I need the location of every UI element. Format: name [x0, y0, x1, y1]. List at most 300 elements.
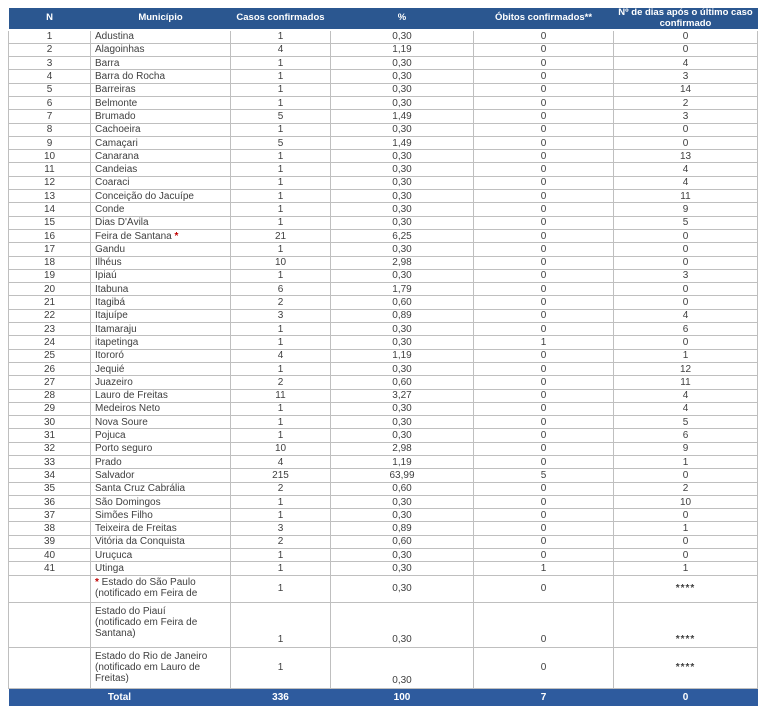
cell-pct: 0,60: [331, 376, 474, 389]
table-row: [9, 336, 758, 349]
cell-pct: 0,60: [331, 535, 474, 548]
table-row: [9, 549, 758, 562]
total-label: Total: [9, 688, 231, 706]
table-row: [9, 269, 758, 282]
state-notification-row: [9, 575, 758, 602]
cell-pct: 0,30: [331, 243, 474, 256]
cell-obitos: 5: [474, 469, 614, 482]
cell-pct: 6,25: [331, 229, 474, 242]
cell-casos: 1: [231, 323, 331, 336]
municipio-line: Santana): [95, 627, 136, 639]
total-row: [9, 688, 758, 706]
municipio-line: (notificado em Lauro de: [95, 662, 201, 674]
cell-obitos: 0: [474, 522, 614, 535]
cell-dias: 0: [614, 469, 758, 482]
cell-obitos: 1: [474, 562, 614, 575]
cell-obitos: 0: [474, 362, 614, 375]
cell-municipio: Pojuca: [91, 429, 231, 442]
cell-n: 21: [9, 296, 91, 309]
table-row: [9, 376, 758, 389]
cell-pct: 1,19: [331, 456, 474, 469]
table-row: [9, 349, 758, 362]
cell-municipio: [91, 647, 231, 688]
cell-obitos: 0: [474, 495, 614, 508]
cell-dias: 3: [614, 269, 758, 282]
cell-municipio: Belmonte: [91, 96, 231, 109]
cell-casos: 21: [231, 229, 331, 242]
cell-municipio: Gandu: [91, 243, 231, 256]
table-row: [9, 283, 758, 296]
table-row: [9, 163, 758, 176]
cell-casos: 1: [231, 269, 331, 282]
cell-obitos: 0: [474, 602, 614, 647]
cell-n: 13: [9, 190, 91, 203]
cell-casos: 4: [231, 349, 331, 362]
municipio-line: * Estado do São Paulo: [95, 576, 196, 588]
table-row: [9, 216, 758, 229]
cell-n: 16: [9, 229, 91, 242]
cell-pct: 0,30: [331, 575, 474, 602]
cell-municipio: Itororó: [91, 349, 231, 362]
cell-obitos: 0: [474, 57, 614, 70]
table-row: [9, 402, 758, 415]
cell-casos: 1: [231, 549, 331, 562]
cell-obitos: 0: [474, 309, 614, 322]
cell-dias: 1: [614, 562, 758, 575]
cell-casos: 1: [231, 402, 331, 415]
cell-pct: 2,98: [331, 256, 474, 269]
cell-pct: 0,30: [331, 216, 474, 229]
cell-obitos: 0: [474, 549, 614, 562]
cell-pct: 0,30: [331, 549, 474, 562]
cell-casos: 1: [231, 57, 331, 70]
cell-n: 26: [9, 362, 91, 375]
cell-municipio: Itagibá: [91, 296, 231, 309]
cell-dias: 6: [614, 323, 758, 336]
table-row: [9, 562, 758, 575]
table-row: [9, 456, 758, 469]
cell-pct: 0,30: [331, 336, 474, 349]
cell-obitos: 0: [474, 203, 614, 216]
cell-municipio: Itamaraju: [91, 323, 231, 336]
cell-casos: 1: [231, 83, 331, 96]
cell-n: 15: [9, 216, 91, 229]
cell-n: 5: [9, 83, 91, 96]
cell-dias: 0: [614, 256, 758, 269]
cell-obitos: 0: [474, 402, 614, 415]
cell-n: 28: [9, 389, 91, 402]
cell-municipio: Uruçuca: [91, 549, 231, 562]
cell-casos: 10: [231, 256, 331, 269]
cell-obitos: 0: [474, 256, 614, 269]
cell-casos: 2: [231, 535, 331, 548]
cell-pct: 0,89: [331, 309, 474, 322]
cell-n: 3: [9, 57, 91, 70]
cell-casos: 1: [231, 243, 331, 256]
cell-obitos: 0: [474, 389, 614, 402]
cell-obitos: 0: [474, 456, 614, 469]
table-row: [9, 136, 758, 149]
cell-municipio: Lauro de Freitas: [91, 389, 231, 402]
municipio-line: Freitas): [95, 673, 129, 685]
cell-municipio: Ipiaú: [91, 269, 231, 282]
cell-n: 12: [9, 176, 91, 189]
cell-n: 14: [9, 203, 91, 216]
cell-casos: 1: [231, 429, 331, 442]
cell-obitos: 1: [474, 336, 614, 349]
table-row: [9, 323, 758, 336]
cell-obitos: 0: [474, 30, 614, 43]
table-row: [9, 57, 758, 70]
cell-dias: 4: [614, 163, 758, 176]
cell-pct: 0,30: [331, 562, 474, 575]
cell-n: 37: [9, 509, 91, 522]
col-header-municipio: Município: [91, 8, 231, 30]
cell-casos: 5: [231, 110, 331, 123]
table-row: [9, 469, 758, 482]
municipio-line: Estado do Rio de Janeiro: [95, 651, 208, 663]
cell-n: 29: [9, 402, 91, 415]
cell-obitos: 0: [474, 429, 614, 442]
cell-n: 7: [9, 110, 91, 123]
cell-pct: 0,30: [331, 362, 474, 375]
table-row: [9, 43, 758, 56]
cell-obitos: 0: [474, 163, 614, 176]
cell-pct: 0,30: [331, 647, 474, 688]
cell-municipio: Brumado: [91, 110, 231, 123]
cell-obitos: 0: [474, 283, 614, 296]
cell-municipio: Itabuna: [91, 283, 231, 296]
cell-municipio: Medeiros Neto: [91, 402, 231, 415]
cell-pct: 0,30: [331, 495, 474, 508]
cell-obitos: 0: [474, 647, 614, 688]
cell-municipio: Barra: [91, 57, 231, 70]
cell-casos: 11: [231, 389, 331, 402]
cell-pct: 0,30: [331, 323, 474, 336]
cell-dias: 0: [614, 243, 758, 256]
cell-casos: 1: [231, 336, 331, 349]
cell-obitos: 0: [474, 349, 614, 362]
total-dias: 0: [614, 688, 758, 706]
table-header: [9, 8, 758, 30]
cell-municipio: Prado: [91, 456, 231, 469]
cell-municipio: Feira de Santana *: [91, 229, 231, 242]
cell-dias: 1: [614, 522, 758, 535]
cell-dias: 0: [614, 296, 758, 309]
total-obitos: 7: [474, 688, 614, 706]
cell-pct: 0,30: [331, 83, 474, 96]
cell-municipio: Simões Filho: [91, 509, 231, 522]
cell-n: 1: [9, 30, 91, 43]
table-row: [9, 522, 758, 535]
cell-municipio: Teixeira de Freitas: [91, 522, 231, 535]
cell-n: 34: [9, 469, 91, 482]
cell-casos: 1: [231, 216, 331, 229]
cell-municipio: Candeias: [91, 163, 231, 176]
cell-casos: 3: [231, 309, 331, 322]
cell-dias: 0: [614, 123, 758, 136]
cell-dias: 5: [614, 216, 758, 229]
cell-dias: 0: [614, 30, 758, 43]
cell-obitos: 0: [474, 296, 614, 309]
cell-casos: 10: [231, 442, 331, 455]
cell-obitos: 0: [474, 216, 614, 229]
cell-municipio: Cachoeira: [91, 123, 231, 136]
cell-obitos: 0: [474, 136, 614, 149]
cell-pct: 0,30: [331, 429, 474, 442]
cell-municipio: Camaçari: [91, 136, 231, 149]
cell-pct: 0,30: [331, 163, 474, 176]
table-row: [9, 203, 758, 216]
cell-municipio: Itajuípe: [91, 309, 231, 322]
cell-obitos: 0: [474, 376, 614, 389]
cell-n: 6: [9, 96, 91, 109]
table-row: [9, 229, 758, 242]
table-row: [9, 190, 758, 203]
cell-n: 36: [9, 495, 91, 508]
cell-dias: 1: [614, 349, 758, 362]
cell-dias: ****: [614, 575, 758, 602]
cell-casos: 2: [231, 376, 331, 389]
cell-n: 20: [9, 283, 91, 296]
cell-dias: ****: [614, 602, 758, 647]
cell-casos: 1: [231, 509, 331, 522]
cell-obitos: 0: [474, 110, 614, 123]
cell-municipio: Salvador: [91, 469, 231, 482]
cell-dias: 2: [614, 482, 758, 495]
table-row: [9, 442, 758, 455]
cell-dias: 9: [614, 442, 758, 455]
cell-n: 18: [9, 256, 91, 269]
cell-dias: 0: [614, 535, 758, 548]
cell-pct: 0,30: [331, 96, 474, 109]
table-row: [9, 389, 758, 402]
col-header-percent: %: [331, 8, 474, 30]
cell-municipio: Ilhéus: [91, 256, 231, 269]
cell-n: 25: [9, 349, 91, 362]
cell-casos: 1: [231, 96, 331, 109]
cell-pct: 1,19: [331, 349, 474, 362]
cell-n: 19: [9, 269, 91, 282]
cell-obitos: 0: [474, 70, 614, 83]
table-row: [9, 30, 758, 43]
cell-n: 27: [9, 376, 91, 389]
cell-dias: 5: [614, 416, 758, 429]
cell-municipio: Nova Soure: [91, 416, 231, 429]
cell-pct: 1,49: [331, 110, 474, 123]
cell-obitos: 0: [474, 535, 614, 548]
cell-n: 8: [9, 123, 91, 136]
cell-casos: 1: [231, 190, 331, 203]
cell-n: 10: [9, 150, 91, 163]
cell-obitos: 0: [474, 176, 614, 189]
cell-pct: 1,49: [331, 136, 474, 149]
cell-n: 4: [9, 70, 91, 83]
cell-n: 30: [9, 416, 91, 429]
cell-obitos: 0: [474, 442, 614, 455]
cell-n: [9, 647, 91, 688]
cell-dias: 0: [614, 229, 758, 242]
cell-municipio: Conde: [91, 203, 231, 216]
cell-pct: 0,30: [331, 269, 474, 282]
cell-municipio: Utinga: [91, 562, 231, 575]
cell-n: 33: [9, 456, 91, 469]
cell-municipio: Alagoinhas: [91, 43, 231, 56]
cell-casos: 1: [231, 575, 331, 602]
cell-dias: 3: [614, 70, 758, 83]
cell-municipio: Barra do Rocha: [91, 70, 231, 83]
cell-dias: 2: [614, 96, 758, 109]
table-row: [9, 243, 758, 256]
table-row: [9, 70, 758, 83]
cell-casos: 2: [231, 296, 331, 309]
state-notification-row: [9, 647, 758, 688]
cell-obitos: 0: [474, 482, 614, 495]
cell-dias: 0: [614, 336, 758, 349]
cell-dias: 9: [614, 203, 758, 216]
cell-dias: 4: [614, 57, 758, 70]
cell-dias: 0: [614, 283, 758, 296]
table-row: [9, 509, 758, 522]
col-header-casos-confirmados: Casos confirmados: [231, 8, 331, 30]
cell-n: 24: [9, 336, 91, 349]
cell-obitos: 0: [474, 575, 614, 602]
cell-casos: 215: [231, 469, 331, 482]
table-row: [9, 429, 758, 442]
col-header-n: N: [9, 8, 91, 30]
cell-obitos: 0: [474, 229, 614, 242]
state-notification-row: [9, 602, 758, 647]
cell-n: 32: [9, 442, 91, 455]
table-row: [9, 535, 758, 548]
cell-dias: 4: [614, 402, 758, 415]
cell-obitos: 0: [474, 123, 614, 136]
cell-casos: 1: [231, 362, 331, 375]
cell-obitos: 0: [474, 83, 614, 96]
cell-municipio: itapetinga: [91, 336, 231, 349]
cell-municipio: [91, 602, 231, 647]
cell-n: 41: [9, 562, 91, 575]
cell-pct: 1,79: [331, 283, 474, 296]
cell-obitos: 0: [474, 96, 614, 109]
cell-municipio: Coaraci: [91, 176, 231, 189]
table-row: [9, 482, 758, 495]
table-body: [9, 30, 758, 688]
cell-dias: 4: [614, 309, 758, 322]
cell-pct: 0,30: [331, 176, 474, 189]
header-row: [9, 8, 758, 30]
table-row: [9, 110, 758, 123]
cell-pct: 0,30: [331, 70, 474, 83]
cell-municipio: Vitória da Conquista: [91, 535, 231, 548]
cell-dias: 0: [614, 509, 758, 522]
municipio-line: (notificado em Feira de: [95, 616, 198, 628]
cell-pct: 0,30: [331, 123, 474, 136]
cell-casos: 4: [231, 43, 331, 56]
cell-pct: 0,30: [331, 190, 474, 203]
col-header-obitos-confirmados: Óbitos confirmados**: [474, 8, 614, 30]
table-row: [9, 83, 758, 96]
cell-casos: 5: [231, 136, 331, 149]
cell-n: 38: [9, 522, 91, 535]
cell-n: 2: [9, 43, 91, 56]
cell-n: 11: [9, 163, 91, 176]
total-casos: 336: [231, 688, 331, 706]
cell-pct: 0,30: [331, 402, 474, 415]
cell-dias: 3: [614, 110, 758, 123]
table-row: [9, 150, 758, 163]
cell-pct: 0,89: [331, 522, 474, 535]
cell-pct: 0,30: [331, 509, 474, 522]
total-percent: 100: [331, 688, 474, 706]
cell-n: [9, 602, 91, 647]
cell-n: 22: [9, 309, 91, 322]
cell-pct: 2,98: [331, 442, 474, 455]
table-row: [9, 176, 758, 189]
red-asterisk: *: [95, 576, 102, 588]
municipio-line: (notificado em Feira de: [95, 587, 198, 599]
cell-pct: 0,60: [331, 482, 474, 495]
table-row: [9, 416, 758, 429]
cell-pct: 0,60: [331, 296, 474, 309]
cell-dias: 6: [614, 429, 758, 442]
cell-dias: 14: [614, 83, 758, 96]
cell-casos: 1: [231, 602, 331, 647]
cell-obitos: 0: [474, 43, 614, 56]
cell-municipio: Jequié: [91, 362, 231, 375]
cell-obitos: 0: [474, 416, 614, 429]
cell-n: 17: [9, 243, 91, 256]
cell-municipio: [91, 575, 231, 602]
cell-casos: 1: [231, 176, 331, 189]
cell-obitos: 0: [474, 150, 614, 163]
red-asterisk: *: [171, 230, 179, 242]
cell-dias: 4: [614, 389, 758, 402]
cell-casos: 4: [231, 456, 331, 469]
cell-dias: ****: [614, 647, 758, 688]
cell-casos: 2: [231, 482, 331, 495]
cell-casos: 1: [231, 562, 331, 575]
cell-obitos: 0: [474, 323, 614, 336]
cell-casos: 1: [231, 123, 331, 136]
cell-casos: 1: [231, 70, 331, 83]
table-row: [9, 495, 758, 508]
cell-dias: 12: [614, 362, 758, 375]
cell-dias: 1: [614, 456, 758, 469]
cell-casos: 1: [231, 30, 331, 43]
cell-municipio: Juazeiro: [91, 376, 231, 389]
cell-dias: 11: [614, 376, 758, 389]
cell-casos: 6: [231, 283, 331, 296]
cell-municipio: Conceição do Jacuípe: [91, 190, 231, 203]
cell-n: 23: [9, 323, 91, 336]
cell-casos: 1: [231, 495, 331, 508]
cell-pct: 0,30: [331, 203, 474, 216]
cell-casos: 1: [231, 416, 331, 429]
cell-municipio: Santa Cruz Cabrália: [91, 482, 231, 495]
table-row: [9, 296, 758, 309]
cell-municipio: Barreiras: [91, 83, 231, 96]
cell-casos: 1: [231, 163, 331, 176]
cell-pct: 0,30: [331, 602, 474, 647]
cell-municipio: Adustina: [91, 30, 231, 43]
cell-n: 35: [9, 482, 91, 495]
cell-municipio: Porto seguro: [91, 442, 231, 455]
cell-dias: 13: [614, 150, 758, 163]
cell-pct: 1,19: [331, 43, 474, 56]
cell-dias: 11: [614, 190, 758, 203]
cell-n: 40: [9, 549, 91, 562]
